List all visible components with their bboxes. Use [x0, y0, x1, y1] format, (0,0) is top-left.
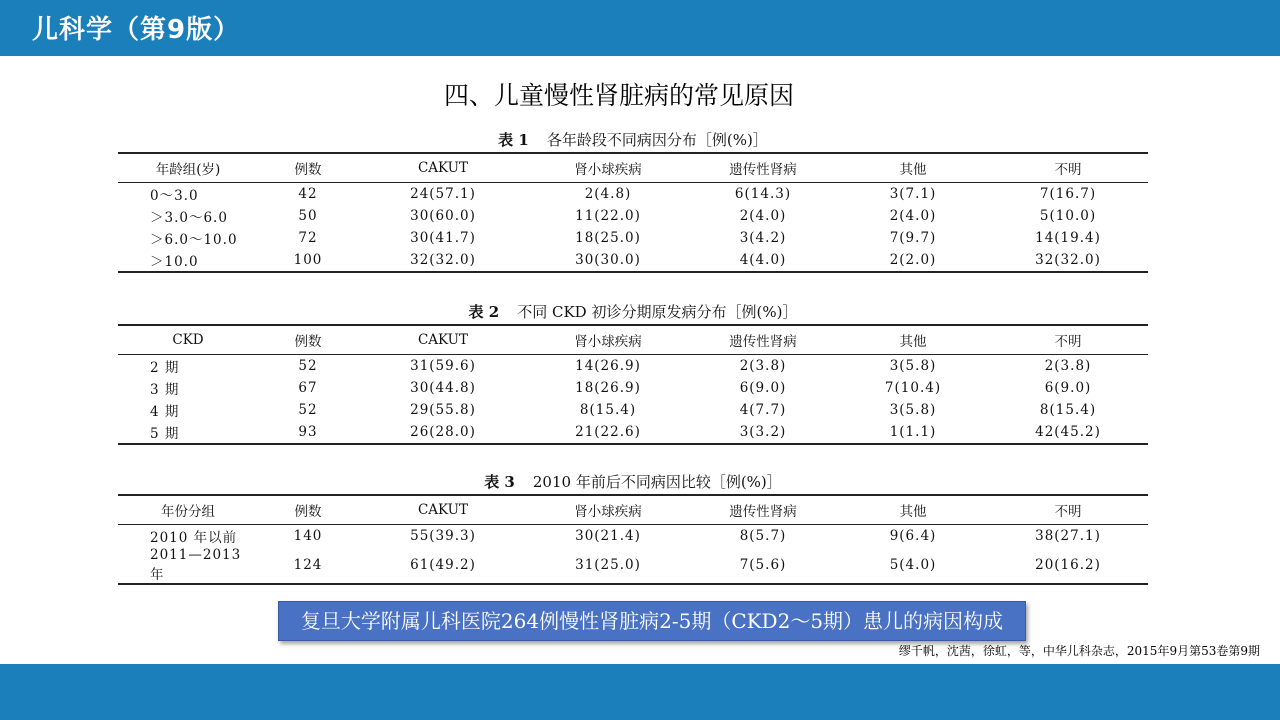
table-cell: 21(22.6)	[528, 421, 688, 444]
column-header: CKD	[118, 325, 258, 355]
column-header: 遗传性肾病	[688, 495, 838, 525]
column-header: 其他	[838, 495, 988, 525]
column-header: 其他	[838, 153, 988, 183]
table-row	[118, 249, 1148, 272]
table-cell: 2(2.0)	[838, 249, 988, 272]
table-header-row	[118, 495, 1148, 525]
table-cell: 3 期	[150, 382, 180, 398]
table-cell: 32(32.0)	[358, 249, 528, 272]
table-row	[118, 421, 1148, 444]
column-header: 肾小球疾病	[528, 325, 688, 355]
table-cell: 50	[298, 208, 318, 224]
table-3-grid	[118, 494, 1148, 585]
table-3-title: 2010 年前后不同病因比较［例(%)］	[532, 473, 782, 491]
header-bar	[0, 0, 1280, 56]
table-1-number: 表 1	[498, 131, 529, 149]
table-cell: 31(59.6)	[410, 358, 476, 374]
table-cell: 14(19.4)	[1035, 230, 1101, 246]
column-header: 例数	[258, 325, 358, 355]
column-header: 例数	[258, 153, 358, 183]
table-cell: 4 期	[150, 404, 180, 420]
table-cell: 20(16.2)	[988, 547, 1148, 584]
table-cell: 3(5.8)	[889, 402, 937, 418]
table-cell: 8(5.7)	[739, 528, 787, 544]
table-cell: 2 期	[150, 360, 180, 376]
column-header: 年龄组(岁)	[118, 153, 258, 183]
table-cell: 52	[298, 402, 318, 418]
table-header-row	[118, 153, 1148, 183]
table-cell: 6(9.0)	[1044, 380, 1092, 396]
table-cell: 30(41.7)	[410, 230, 476, 246]
table-cell: 8(15.4)	[1039, 402, 1097, 418]
table-cell: 1(1.1)	[838, 421, 988, 444]
table-cell: 61(49.2)	[358, 547, 528, 584]
column-header: 遗传性肾病	[688, 325, 838, 355]
table-cell: 9(6.4)	[889, 528, 937, 544]
table-cell: 4(4.0)	[688, 249, 838, 272]
table-cell: 30(21.4)	[575, 528, 641, 544]
table-cell: 93	[258, 421, 358, 444]
table-cell: 55(39.3)	[410, 528, 476, 544]
table-cell: 11(22.0)	[575, 208, 641, 224]
table-2-grid	[118, 324, 1148, 445]
column-header: 不明	[988, 325, 1148, 355]
table-cell: 31(25.0)	[528, 547, 688, 584]
table-cell: 18(25.0)	[575, 230, 641, 246]
table-row	[118, 227, 1148, 249]
table-cell: 26(28.0)	[358, 421, 528, 444]
table-cell: 42	[298, 186, 318, 202]
table-2-caption	[118, 300, 1148, 324]
table-row	[118, 399, 1148, 421]
column-header: 年份分组	[118, 495, 258, 525]
table-1-grid	[118, 152, 1148, 273]
table-cell: 6(9.0)	[739, 380, 787, 396]
table-cell: 2(3.8)	[739, 358, 787, 374]
table-cell: 67	[298, 380, 318, 396]
table-row	[118, 205, 1148, 227]
column-header: CAKUT	[358, 495, 528, 525]
table-cell: 0～3.0	[150, 188, 199, 204]
table-cell: 4(7.7)	[739, 402, 787, 418]
column-header: CAKUT	[358, 153, 528, 183]
slide-heading: 四、儿童慢性肾脏病的常见原因	[443, 81, 794, 110]
table-cell: 7(16.7)	[1039, 186, 1097, 202]
table-cell: 30(44.8)	[410, 380, 476, 396]
table-cell: 30(60.0)	[410, 208, 476, 224]
table-cell: 2011—2013 年	[118, 547, 258, 584]
table-cell: 72	[298, 230, 318, 246]
table-cell: 100	[258, 249, 358, 272]
table-row	[118, 525, 1148, 548]
table-cell: 2(4.0)	[739, 208, 787, 224]
table-cell: 7(10.4)	[884, 380, 942, 396]
table-cell: ＞6.0～10.0	[150, 232, 238, 248]
table-row	[118, 547, 1148, 584]
column-header: 不明	[988, 495, 1148, 525]
column-header: 其他	[838, 325, 988, 355]
table-cell: 24(57.1)	[410, 186, 476, 202]
table-cell: 7(5.6)	[688, 547, 838, 584]
table-cell: 3(3.2)	[688, 421, 838, 444]
table-3	[118, 470, 1148, 585]
table-cell: 140	[293, 528, 323, 544]
table-cell: 38(27.1)	[1035, 528, 1101, 544]
column-header: 遗传性肾病	[688, 153, 838, 183]
table-row	[118, 377, 1148, 399]
table-cell: 18(26.9)	[575, 380, 641, 396]
citation-text: 缪千帆，沈茜，徐虹，等，中华儿科杂志，2015年9月第53卷第9期	[898, 644, 1260, 658]
table-cell: 6(14.3)	[734, 186, 792, 202]
table-cell: 2010 年以前	[150, 530, 238, 546]
table-cell: 42(45.2)	[988, 421, 1148, 444]
table-2-title: 不同 CKD 初诊分期原发病分布［例(%)］	[517, 303, 798, 321]
table-header-row	[118, 325, 1148, 355]
table-cell: ＞3.0～6.0	[150, 210, 228, 226]
table-3-caption	[118, 470, 1148, 494]
table-cell: 3(4.2)	[739, 230, 787, 246]
table-1-caption	[118, 128, 1148, 152]
footer-bar	[0, 664, 1280, 720]
source-note-box: 复旦大学附属儿科医院264例慢性肾脏病2-5期（CKD2～5期）患儿的病因构成	[278, 601, 1026, 641]
column-header: 不明	[988, 153, 1148, 183]
table-cell: 2(4.8)	[584, 186, 632, 202]
table-cell: ＞10.0	[118, 249, 258, 272]
table-2	[118, 300, 1148, 445]
table-1	[118, 128, 1148, 273]
table-cell: 3(5.8)	[889, 358, 937, 374]
table-row	[118, 355, 1148, 378]
column-header: 肾小球疾病	[528, 495, 688, 525]
table-cell: 2(3.8)	[1044, 358, 1092, 374]
table-cell: 32(32.0)	[988, 249, 1148, 272]
table-1-title: 各年龄段不同病因分布［例(%)］	[546, 131, 768, 149]
table-cell: 8(15.4)	[579, 402, 637, 418]
table-3-number: 表 3	[484, 473, 515, 491]
column-header: CAKUT	[358, 325, 528, 355]
table-cell: 5 期	[118, 421, 258, 444]
header-title: 儿科学（第9版）	[32, 15, 241, 45]
table-cell: 29(55.8)	[410, 402, 476, 418]
table-cell: 7(9.7)	[889, 230, 937, 246]
table-cell: 124	[258, 547, 358, 584]
table-cell: 30(30.0)	[528, 249, 688, 272]
table-cell: 14(26.9)	[575, 358, 641, 374]
table-2-number: 表 2	[468, 303, 500, 321]
table-cell: 2(4.0)	[889, 208, 937, 224]
table-cell: 52	[298, 358, 318, 374]
table-cell: 5(4.0)	[838, 547, 988, 584]
column-header: 例数	[258, 495, 358, 525]
table-cell: 5(10.0)	[1039, 208, 1097, 224]
table-cell: 3(7.1)	[889, 186, 937, 202]
table-row	[118, 183, 1148, 206]
column-header: 肾小球疾病	[528, 153, 688, 183]
